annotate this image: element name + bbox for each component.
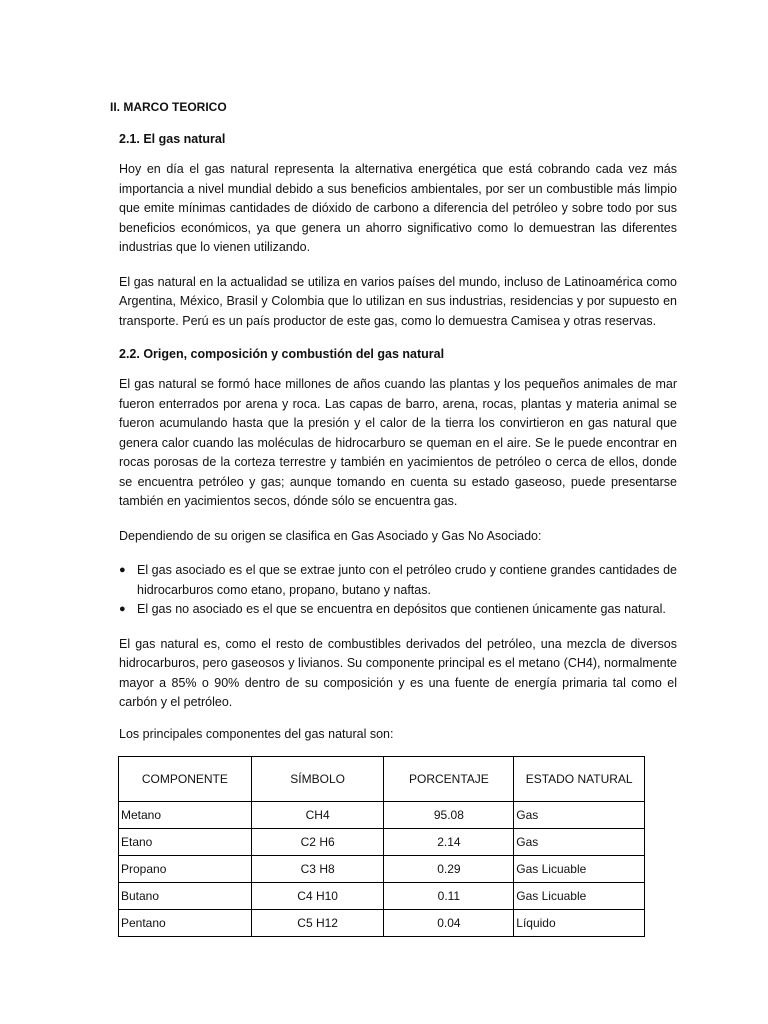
paragraph-usage: El gas natural en la actualidad se utiliza en varios países del mundo, incluso de Latinoamérica como Argentina, México, Brasil y Colombia que lo utilizan en sus industrias, residencias y por supuesto en transporte. Perú es un país productor de este gas, como lo demuestra Camisea y otras reservas.: [119, 274, 677, 328]
table-cell: Butano: [119, 883, 252, 910]
components-table: [118, 756, 645, 937]
table-cell: Líquido: [514, 910, 645, 937]
list-item-text: El gas no asociado es el que se encuentra en depósitos que contienen únicamente gas natural.: [137, 602, 666, 616]
table-row: [119, 883, 645, 910]
table-row: [119, 856, 645, 883]
document-content: [110, 98, 677, 937]
table-cell: Gas: [514, 829, 645, 856]
classification-list: [119, 561, 677, 620]
table-cell: 0.11: [384, 883, 514, 910]
table-row: [119, 802, 645, 829]
paragraph-composition: El gas natural es, como el resto de combustibles derivados del petróleo, una mezcla de diversos hidrocarburos, pero gaseosos y livianos. Su componente principal es el metano (CH4), normalmente mayor a 85% o 90% dentro de su composición y es una fuente de energía primaria tal como el carbón y el petróleo.: [119, 636, 677, 709]
table-cell: Etano: [119, 829, 252, 856]
table-header-cell: SÍMBOLO: [251, 757, 384, 802]
table-cell: C4 H10: [251, 883, 384, 910]
table-cell: 2.14: [384, 829, 514, 856]
paragraph-intro: Hoy en día el gas natural representa la alternativa energética que está cobrando cada vez más importancia a nivel mundial debido a sus beneficios ambientales, por ser un combustible más limpio que emite mínimas cantidades de dióxido de carbono a diferencia del petróleo y sobre todo por sus beneficios económicos, ya que genera un ahorro significativo como lo demuestran las diferentes industrias que lo vienen utilizando.: [119, 162, 677, 254]
list-item: [119, 600, 677, 620]
table-row: [119, 829, 645, 856]
table-row: [119, 910, 645, 937]
table-header-cell: COMPONENTE: [119, 757, 252, 802]
table-cell: Gas Licuable: [514, 883, 645, 910]
table-cell: C3 H8: [251, 856, 384, 883]
table-cell: Gas Licuable: [514, 856, 645, 883]
table-cell: Metano: [119, 802, 252, 829]
bullet-dot-icon: ●: [119, 603, 126, 615]
table-cell: Gas: [514, 802, 645, 829]
subsection-title-origen: 2.2. Origen, composición y combustión del gas natural: [119, 347, 445, 361]
table-cell: 95.08: [384, 802, 514, 829]
table-cell: C2 H6: [251, 829, 384, 856]
paragraph-classification: Dependiendo de su origen se clasifica en Gas Asociado y Gas No Asociado:: [119, 528, 542, 543]
paragraph-table-intro: Los principales componentes del gas natural son:: [119, 726, 394, 741]
table-cell: Pentano: [119, 910, 252, 937]
table-cell: Propano: [119, 856, 252, 883]
table-header-cell: PORCENTAJE: [384, 757, 514, 802]
section-title: II. MARCO TEORICO: [110, 100, 227, 114]
table-cell: C5 H12: [251, 910, 384, 937]
table-cell: CH4: [251, 802, 384, 829]
table-header-row: [119, 757, 645, 802]
subsection-title-gas-natural: 2.1. El gas natural: [119, 132, 226, 146]
table-cell: 0.29: [384, 856, 514, 883]
paragraph-origin: El gas natural se formó hace millones de años cuando las plantas y los pequeños animales de mar fueron enterrados por arena y roca. Las capas de barro, arena, rocas, plantas y materia animal se fueron acumulando hasta que la presión y el calor de la tierra los convirtieron en gas natural que genera calor cuando las moléculas de hidrocarburo se queman en el aire. Se le puede encontrar en rocas porosas de la corteza terrestre y también en yacimientos de petróleo o cerca de ellos, donde se encuentra petróleo y gas; aunque tomando en cuenta su estado gaseoso, puede presentarse también en yacimientos secos, dónde sólo se encuentra gas.: [119, 377, 677, 508]
table-cell: 0.04: [384, 910, 514, 937]
table-header-cell: ESTADO NATURAL: [514, 757, 645, 802]
list-item-text: El gas asociado es el que se extrae junto con el petróleo crudo y contiene grandes cantidades de hidrocarburos como etano, propano, butano y naftas.: [137, 563, 677, 597]
list-item: [119, 561, 677, 600]
bullet-dot-icon: ●: [119, 564, 126, 576]
